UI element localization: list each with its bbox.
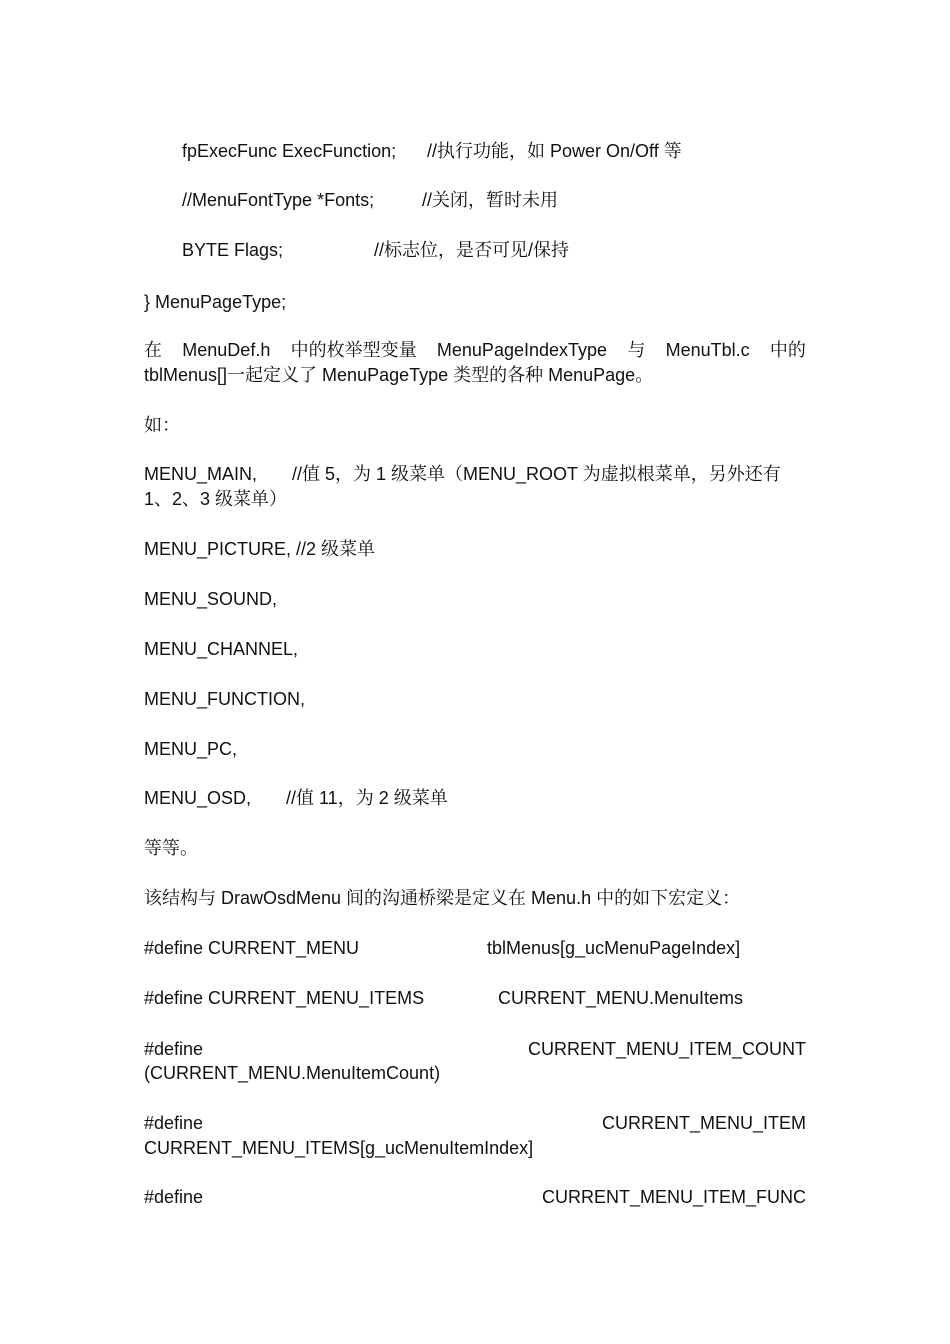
menu-main-comment: //值 5，为 1 级菜单（MENU_ROOT 为虚拟根菜单，另外还有: [292, 464, 781, 484]
menu-item-sound: MENU_SOUND,: [144, 589, 278, 609]
define-name: CURRENT_MENU_ITEM_COUNT: [527, 1039, 806, 1059]
define-keyword: #define: [144, 1039, 204, 1059]
para1-word: 与: [627, 340, 646, 360]
menu-item-channel: MENU_CHANNEL,: [144, 639, 299, 659]
define-current-menu-items: [144, 986, 744, 1010]
field-comment: //关闭，暂时未用: [422, 190, 559, 210]
para1-line1: [144, 338, 806, 362]
define-current-menu-item: [144, 1111, 806, 1135]
para1-word: MenuTbl.c: [665, 340, 750, 360]
field-code: fpExecFunc ExecFunction;: [182, 141, 397, 161]
para1-word: MenuDef.h: [182, 340, 271, 360]
define-current-menu-item-func: [144, 1185, 806, 1209]
bridge-text: 该结构与 DrawOsdMenu 间的沟通桥梁是定义在 Menu.h 中的如下宏定义：: [144, 888, 741, 908]
menu-main-line: [144, 462, 781, 486]
menu-item-function: MENU_FUNCTION,: [144, 689, 305, 709]
menu-osd-line: [144, 786, 448, 810]
define-value: CURRENT_MENU_ITEMS[g_ucMenuItemIndex]: [144, 1138, 534, 1158]
define-value: (CURRENT_MENU.MenuItemCount): [144, 1063, 441, 1083]
menu-osd-code: MENU_OSD,: [144, 788, 252, 808]
para1-line2: tblMenus[]一起定义了 MenuPageType 类型的各种 MenuPage。: [144, 365, 654, 385]
struct-field-exec-func: [182, 139, 682, 163]
define-keyword: #define: [144, 1113, 204, 1133]
field-code: BYTE Flags;: [182, 240, 284, 260]
menu-main-code: MENU_MAIN,: [144, 464, 258, 484]
define-keyword: #define: [144, 1187, 204, 1207]
etc-text: 等等。: [144, 838, 198, 858]
define-name: CURRENT_MENU_ITEM: [601, 1113, 806, 1133]
define-value: tblMenus[g_ucMenuPageIndex]: [487, 938, 741, 958]
menu-item-picture: MENU_PICTURE, //2 级菜单: [144, 539, 376, 559]
define-name: CURRENT_MENU_ITEM_FUNC: [541, 1187, 806, 1207]
menu-main-continuation: 1、2、3 级菜单）: [144, 489, 288, 509]
struct-end: } MenuPageType;: [144, 292, 287, 312]
define-current-menu-item-count: [144, 1037, 806, 1061]
define-name: #define CURRENT_MENU_ITEMS: [144, 988, 425, 1008]
struct-field-flags: [182, 238, 570, 262]
para1-word: MenuPageIndexType: [436, 340, 608, 360]
menu-item-pc: MENU_PC,: [144, 739, 238, 759]
para1-word: 在: [144, 340, 162, 360]
para1-word: 中的枚举型变量: [290, 340, 417, 360]
field-comment: //执行功能，如 Power On/Off 等: [427, 141, 682, 161]
struct-field-fonts: [182, 188, 559, 212]
define-current-menu: [144, 936, 741, 960]
example-label: 如：: [144, 415, 180, 435]
define-name: #define CURRENT_MENU: [144, 938, 360, 958]
para1-word: 中的: [769, 340, 806, 360]
menu-osd-comment: //值 11，为 2 级菜单: [286, 788, 448, 808]
define-value: CURRENT_MENU.MenuItems: [498, 988, 744, 1008]
field-comment: //标志位，是否可见/保持: [374, 240, 570, 260]
field-code: //MenuFontType *Fonts;: [182, 190, 375, 210]
